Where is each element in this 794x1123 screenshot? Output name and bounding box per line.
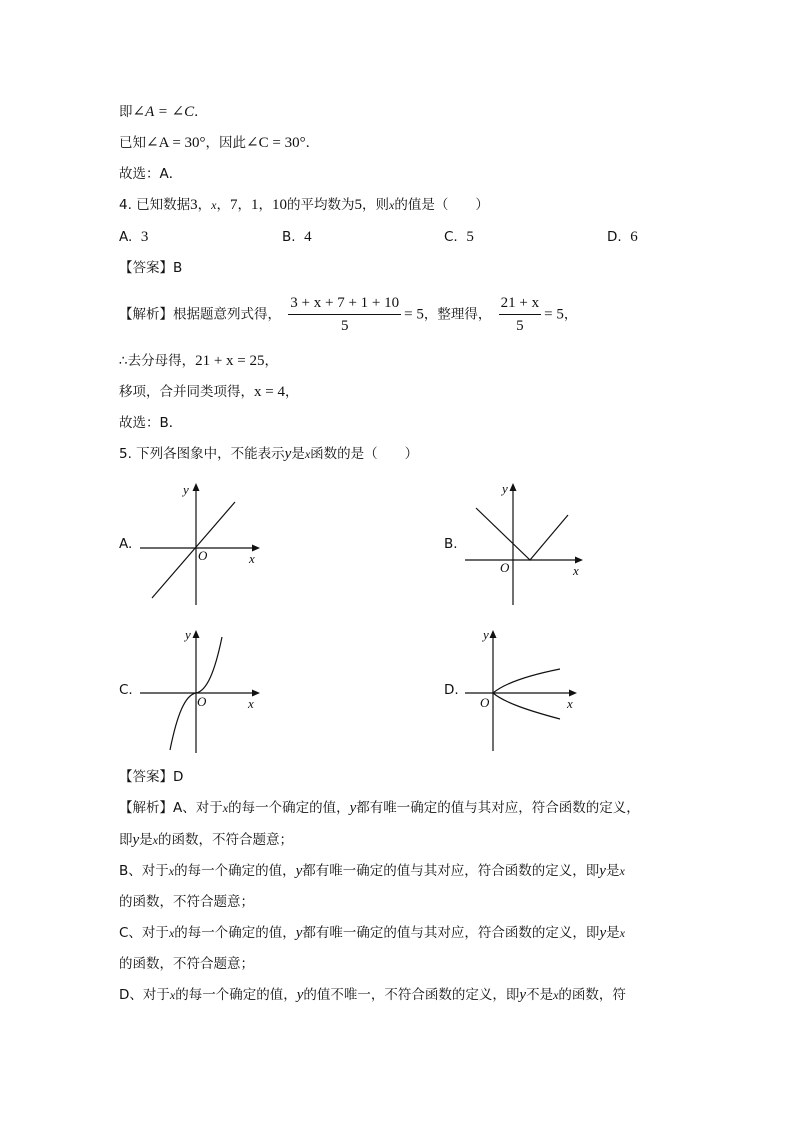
num: 1 xyxy=(251,197,259,213)
fraction-2 xyxy=(499,294,541,335)
num: 7 xyxy=(230,197,238,213)
q5-analysis-line-1 xyxy=(119,799,640,817)
num: 10 xyxy=(272,197,287,213)
option-letter: A. xyxy=(119,229,133,245)
text: 移项，合并同类项得， xyxy=(119,384,254,400)
graph-curve xyxy=(152,502,235,598)
q5-stem xyxy=(119,445,418,463)
fraction-denominator: 5 xyxy=(516,318,524,334)
text: 即 xyxy=(119,832,133,848)
var-y: y xyxy=(599,863,606,879)
text: C、对于 xyxy=(119,925,169,941)
var-y: y xyxy=(296,987,304,1003)
text: 5. 下列各图象中，不能表示 xyxy=(119,446,285,462)
origin-label: O xyxy=(480,695,490,710)
var-x: x xyxy=(211,198,217,212)
text: 函数的是（ ） xyxy=(310,446,419,462)
text: ∴去分母得， xyxy=(119,353,196,369)
text: 的平均数为 xyxy=(287,197,355,213)
fraction-numerator: 21 + x xyxy=(499,294,541,315)
option-letter: C. xyxy=(444,229,458,245)
text: ， xyxy=(258,197,272,213)
y-axis-label: y xyxy=(502,481,508,496)
q5-answer xyxy=(119,768,183,786)
text: 的每一个确定的值， xyxy=(174,863,296,879)
text: ，因此 xyxy=(205,135,247,151)
text: B、对于 xyxy=(119,863,169,879)
text: 都有唯一确定的值与其对应，符合函数的定义， xyxy=(356,800,640,816)
math-expr: = 5 xyxy=(544,306,564,323)
origin-label: O xyxy=(198,548,208,563)
text: ， xyxy=(216,197,230,213)
graph-a xyxy=(135,480,265,610)
text: A、对于 xyxy=(173,800,223,816)
fraction-numerator: 3 + x + 7 + 1 + 10 xyxy=(288,294,401,315)
var-x: x xyxy=(304,447,311,461)
answer-tag: 【答案】 xyxy=(119,769,173,785)
graph-d-label: D. xyxy=(444,682,459,698)
analysis-tag: 【解析】 xyxy=(119,800,173,816)
y-axis-arrow-icon xyxy=(193,483,200,491)
q4-conclusion: 故选：B． xyxy=(119,415,183,431)
q4-stem xyxy=(119,196,489,214)
graph-a-label: A. xyxy=(119,536,133,552)
q4-analysis-line-2 xyxy=(119,352,278,370)
graph-c-label: C. xyxy=(119,682,133,698)
x-axis-label: x xyxy=(567,696,573,711)
var-y: y xyxy=(349,800,357,816)
q5-analysis-line-6: 的函数，不符合题意； xyxy=(119,956,254,972)
option-letter: B. xyxy=(282,229,296,245)
text: 都有唯一确定的值与其对应，符合函数的定义，即 xyxy=(302,925,600,941)
option-value: 3 xyxy=(140,229,149,245)
text: 的每一个确定的值， xyxy=(175,987,297,1003)
text: ， xyxy=(264,353,279,369)
text: 的函数，不符合题意； xyxy=(158,832,293,848)
text: 即 xyxy=(119,104,133,120)
num: 3 xyxy=(190,197,198,213)
q4-option-b xyxy=(282,228,312,246)
option-value: 6 xyxy=(630,229,638,245)
num: 5 xyxy=(354,197,362,213)
var-x: x xyxy=(168,926,175,940)
text: 是 xyxy=(291,446,305,462)
math-expr: 21 + x = 25 xyxy=(195,353,265,369)
x-axis-label: x xyxy=(248,696,254,711)
text: 都有唯一确定的值与其对应，符合函数的定义，即 xyxy=(302,863,600,879)
var-x: x xyxy=(168,864,175,878)
text: 是 xyxy=(139,832,153,848)
text: 已知 xyxy=(119,135,146,151)
text: D、对于 xyxy=(119,987,170,1003)
text: 不是 xyxy=(526,987,554,1003)
q5-analysis-line-2 xyxy=(119,831,293,849)
var-y: y xyxy=(295,925,303,941)
text: ， xyxy=(197,197,212,213)
var-x: x xyxy=(169,988,176,1002)
q5-analysis-line-3 xyxy=(119,862,625,880)
var-x: x xyxy=(619,864,625,878)
var-y: y xyxy=(519,987,527,1003)
y-axis-arrow-icon xyxy=(490,630,497,638)
text: 的每一个确定的值， xyxy=(228,800,350,816)
q3-line-1 xyxy=(119,103,208,121)
text: ． xyxy=(194,104,208,120)
option-value: 4 xyxy=(304,229,312,245)
analysis-tag: 【解析】 xyxy=(119,306,173,323)
text: ，整理得， xyxy=(423,306,492,323)
var-y: y xyxy=(295,863,303,879)
answer-tag: 【答案】 xyxy=(119,260,173,276)
text: ， xyxy=(563,306,578,323)
text: ， xyxy=(284,384,299,400)
q3-line-2 xyxy=(119,134,319,152)
text: ． xyxy=(305,135,320,151)
math-expr: ∠C = 30° xyxy=(246,135,306,151)
math-expr: ∠A = ∠C xyxy=(132,104,195,120)
graph-c xyxy=(135,625,265,755)
graph-curve xyxy=(493,669,560,719)
y-axis-arrow-icon xyxy=(193,630,200,638)
q3-conclusion: 故选：A． xyxy=(119,166,183,182)
x-axis-label: x xyxy=(573,563,579,578)
y-axis-arrow-icon xyxy=(510,483,517,491)
var-y: y xyxy=(284,446,292,462)
q5-analysis-line-7 xyxy=(119,986,626,1004)
origin-label: O xyxy=(500,560,510,575)
text: 4. 已知数据 xyxy=(119,197,191,213)
text: ， xyxy=(237,197,251,213)
text: 的函数，符 xyxy=(558,987,626,1003)
q4-analysis-line-3 xyxy=(119,383,298,401)
option-letter: D. xyxy=(607,229,622,245)
text: 的每一个确定的值， xyxy=(174,925,296,941)
q4-option-d xyxy=(607,228,638,246)
q5-analysis-line-4: 的函数，不符合题意； xyxy=(119,894,254,910)
answer-value: D xyxy=(173,769,184,785)
fraction-denominator: 5 xyxy=(340,318,349,334)
var-x: x xyxy=(222,801,229,815)
var-x: x xyxy=(152,833,158,847)
graph-b xyxy=(460,480,590,610)
text: ，则 xyxy=(362,197,389,213)
text: 根据题意列式得， xyxy=(173,306,281,323)
text: 的值是（ ） xyxy=(394,197,489,213)
text: 的值不唯一，不符合函数的定义，即 xyxy=(303,987,520,1003)
q4-answer xyxy=(119,259,182,277)
q5-analysis-line-5 xyxy=(119,924,625,942)
origin-label: O xyxy=(197,694,207,709)
var-x: x xyxy=(619,926,625,940)
option-value: 5 xyxy=(466,229,474,245)
answer-value: B xyxy=(173,260,183,276)
x-axis-label: x xyxy=(249,551,255,566)
q4-analysis-line-1 xyxy=(119,294,577,335)
text: 是 xyxy=(606,925,620,941)
graph-d xyxy=(460,625,590,755)
graph-curve xyxy=(476,508,568,560)
text: 是 xyxy=(605,863,620,879)
var-x: x xyxy=(553,988,559,1002)
var-y: y xyxy=(132,832,140,848)
math-expr: ∠A = 30° xyxy=(146,135,206,151)
q4-option-c xyxy=(444,228,474,246)
y-axis-label: y xyxy=(183,482,189,497)
q4-option-a xyxy=(119,228,148,246)
graph-b-label: B. xyxy=(444,536,458,552)
var-x: x xyxy=(389,198,395,212)
math-expr: = 5 xyxy=(404,306,424,323)
math-expr: x = 4 xyxy=(254,384,285,400)
fraction-1 xyxy=(288,294,401,335)
y-axis-label: y xyxy=(483,627,489,642)
var-y: y xyxy=(599,925,607,941)
y-axis-label: y xyxy=(185,627,191,642)
